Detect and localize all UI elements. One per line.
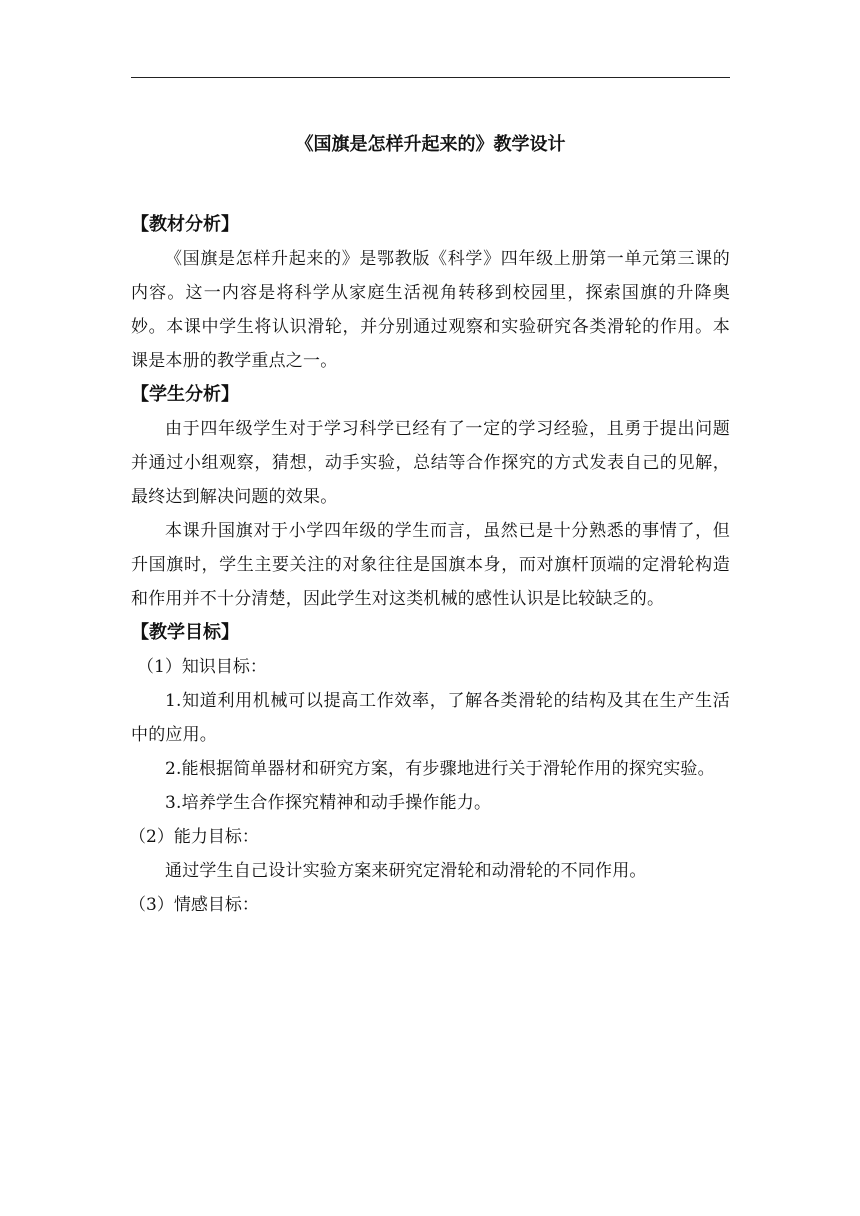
header-rule — [131, 77, 730, 78]
emotion-goals-label: （3）情感目标： — [129, 895, 259, 915]
ability-goal-text: 通过学生自己设计实验方案来研究定滑轮和动滑轮的不同作用。 — [165, 861, 647, 881]
knowledge-goal-item-2: 2.能根据简单器材和研究方案，有步骤地进行关于滑轮作用的探究实验。 — [165, 759, 715, 779]
section-heading-textbook-analysis: 【教材分析】 — [131, 214, 239, 235]
section-heading-teaching-goals: 【教学目标】 — [131, 622, 239, 643]
document-body — [131, 128, 730, 922]
student-analysis-paragraph-1: 由于四年级学生对于学习科学已经有了一定的学习经验，且勇于提出问题并通过小组观察，猜想，动手实验，总结等合作探究的方式发表自己的见解，最终达到解决问题的效果。 — [131, 419, 730, 507]
knowledge-goals-label: （1）知识目标： — [137, 657, 267, 677]
ability-goals-label: （2）能力目标： — [129, 827, 259, 847]
student-analysis-paragraph-2: 本课升国旗对于小学四年级的学生而言，虽然已是十分熟悉的事情了，但升国旗时，学生主要关注的对象往往是国旗本身，而对旗杆顶端的定滑轮构造和作用并不十分清楚，因此学生对这类机械的感性认识是比较缺乏的。 — [131, 521, 730, 609]
document-title: 《国旗是怎样升起来的》教学设计 — [295, 134, 566, 155]
knowledge-goal-item-3: 3.培养学生合作探究精神和动手操作能力。 — [165, 793, 492, 813]
textbook-analysis-paragraph: 《国旗是怎样升起来的》是鄂教版《科学》四年级上册第一单元第三课的内容。这一内容是将科学从家庭生活视角转移到校园里，探索国旗的升降奥妙。本课中学生将认识滑轮，并分别通过观察和实验研究各类滑轮的作用。本课是本册的教学重点之一。 — [131, 249, 730, 371]
knowledge-goal-item-1: 1.知道利用机械可以提高工作效率，了解各类滑轮的结构及其在生产生活中的应用。 — [131, 691, 730, 745]
section-heading-student-analysis: 【学生分析】 — [131, 384, 239, 405]
